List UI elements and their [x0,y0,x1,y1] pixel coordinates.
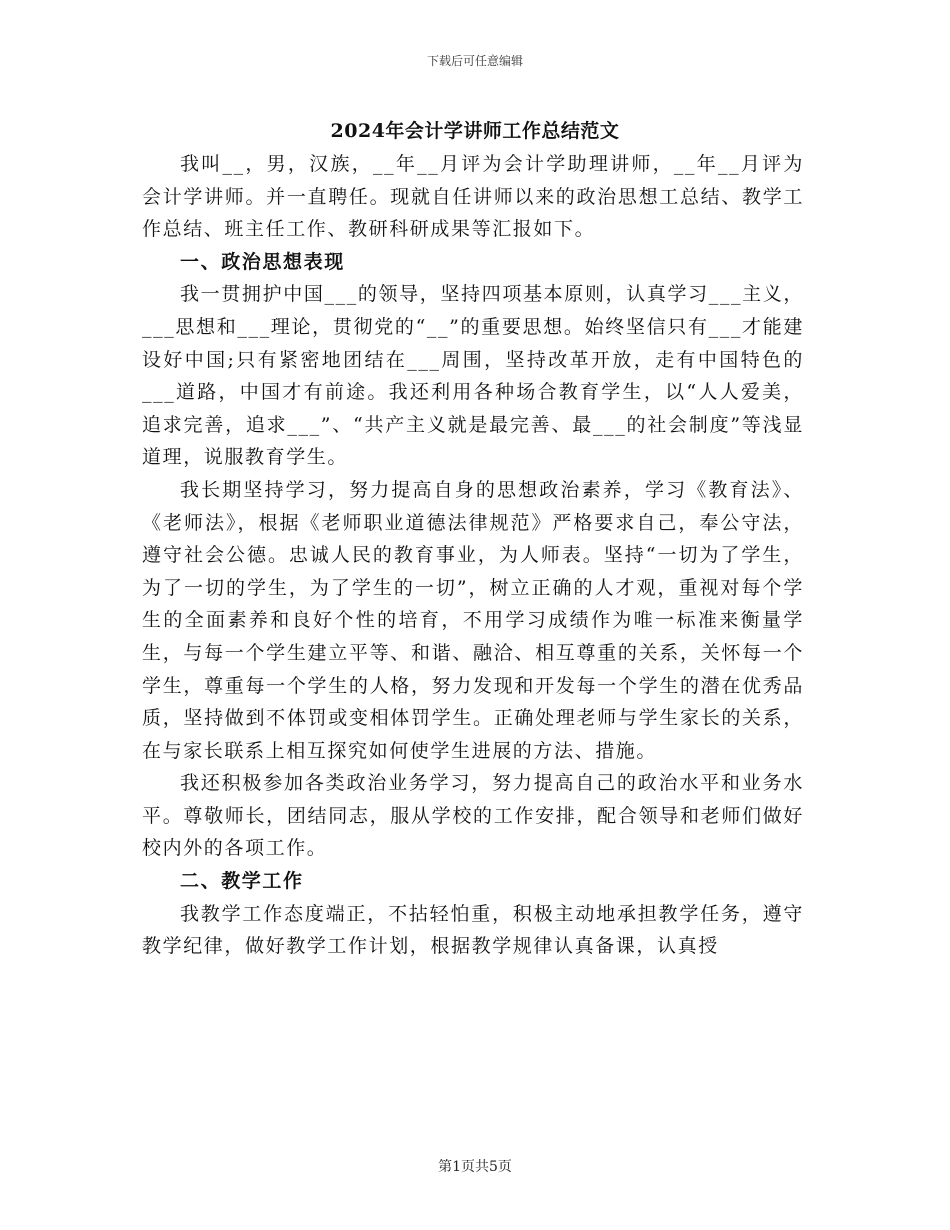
paragraph-politics-3: 我还积极参加各类政治业务学习，努力提高自己的政治水平和业务水平。尊敬师长，团结同志，服从学校的工作安排，配合领导和老师们做好校内外的各项工作。 [142,772,804,860]
paragraph-politics-1: 我一贯拥护中国___的领导，坚持四项基本原则，认真学习___主义，___思想和___理论，贯彻党的“__”的重要思想。始终坚信只有___才能建设好中国;只有紧密地团结在___周围，坚持改革开放，走有中国特色的___道路，中国才有前途。我还利用各种场合教育学生，以“人人爱美，追求完善，追求___”、“共产主义就是最完善、最___的社会制度”等浅显道理，说服教育学生。 [142,283,804,469]
header-note: 下载后可任意编辑 [426,54,523,68]
paragraph-intro: 我叫__，男，汉族，__年__月评为会计学助理讲师，__年__月评为会计学讲师。并一直聘任。现就自任讲师以来的政治思想工总结、教学工作总结、班主任工作、教研科研成果等汇报如下。 [142,153,804,241]
paragraph-teaching-1: 我教学工作态度端正，不拈轻怕重，积极主动地承担教学任务，遵守教学纪律，做好教学工作计划，根据教学规律认真备课，认真授 [142,902,804,958]
section-heading-teaching: 二、教学工作 [180,870,304,893]
section-heading-politics: 一、政治思想表现 [180,250,345,273]
paragraph-politics-2: 我长期坚持学习，努力提高自身的思想政治素养，学习《教育法》、《老师法》，根据《老师职业道德法律规范》严格要求自己，奉公守法，遵守社会公德。忠诚人民的教育事业，为人师表。坚持“一切为了学生，为了一切的学生，为了学生的一切”，树立正确的人才观，重视对每个学生的全面素养和良好个性的培育，不用学习成绩作为唯一标准来衡量学生，与每一个学生建立平等、和谐、融洽、相互尊重的关系，关怀每一个学生，尊重每一个学生的人格，努力发现和开发每一个学生的潜在优秀品质，坚持做到不体罚或变相体罚学生。正确处理老师与学生家长的关系，在与家长联系上相互探究如何使学生进展的方法、措施。 [142,478,804,762]
page-number-footer: 第1页共5页 [438,1159,512,1175]
document-body [142,148,804,963]
document-title: 2024年会计学讲师工作总结范文 [330,120,620,142]
